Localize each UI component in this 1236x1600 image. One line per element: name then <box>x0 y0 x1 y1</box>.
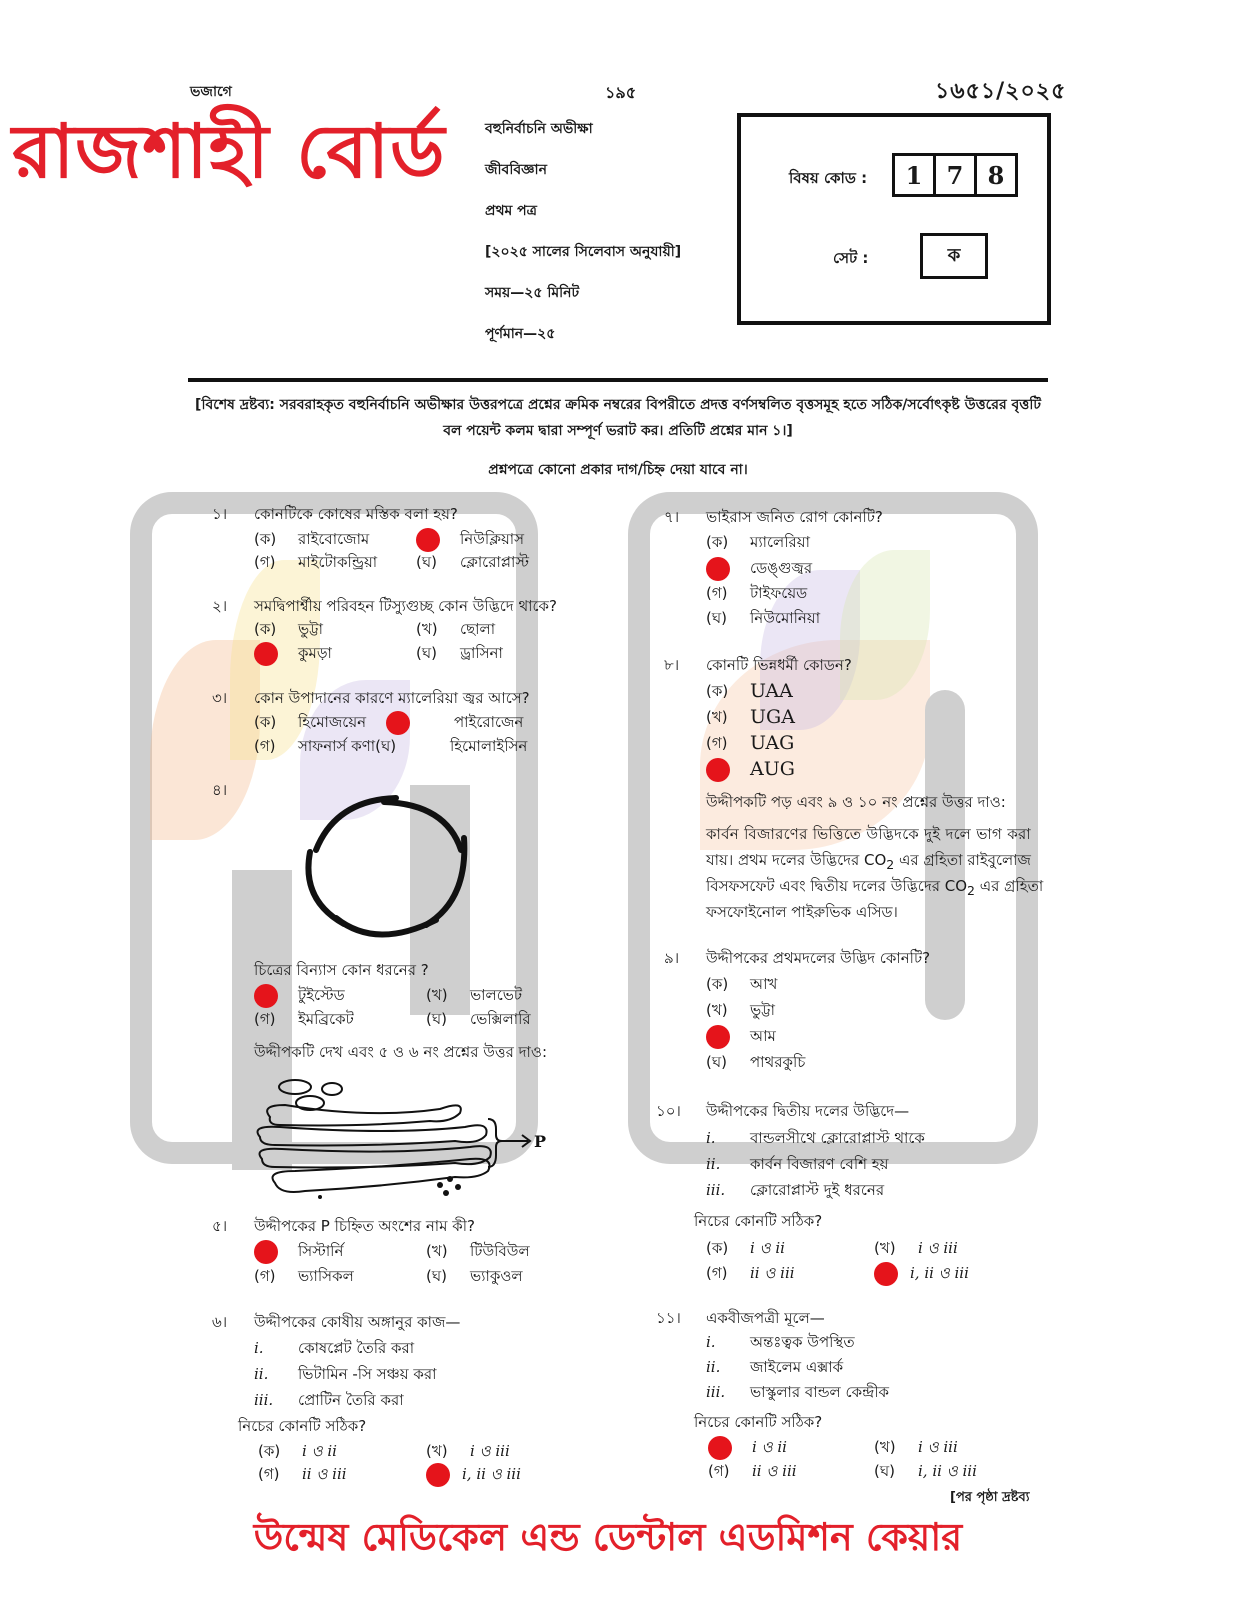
question-stem: ভাইরাস জনিত রোগ কোনটি? <box>706 508 883 526</box>
option-ka-marked[interactable]: সিস্টার্নি <box>254 1239 343 1264</box>
option-ka-marked[interactable]: i ও ii <box>708 1435 787 1460</box>
option-kha[interactable]: (খ) i ও iii <box>874 1239 958 1257</box>
header-top-left-note: ভজাগে <box>190 84 232 100</box>
option-ga[interactable]: (গ) মাইটোকন্ড্রিয়া <box>254 553 378 571</box>
option-kha[interactable]: (খ) i ও iii <box>426 1442 510 1460</box>
special-notice: [বিশেষ দ্রষ্টব্য: সরবরাহকৃত বহুনির্বাচনি অভীক্ষার উত্তরপত্রে প্রশ্নের ক্রমিক নম্বরের বিপরীতে প্রদত্ত বর্ণসম্বলিত বৃত্তসমূহ হতে সঠিক/সর্বোৎকৃষ্ট উত্তরের বৃত্তটি বল পয়েন্ট কলম দ্বারা সম্পূর্ণ ভরাট কর। প্রতিটি প্রশ্নের মান ১।] <box>195 397 1041 439</box>
question-number: ১১। <box>656 1309 681 1327</box>
option-ka[interactable]: (ক) UAA <box>706 680 793 702</box>
option-kha[interactable]: (খ) ছোলা <box>416 620 496 638</box>
question-stem: সমদ্বিপার্শ্বীয় পরিবহন টিস্যুগুচ্ছ কোন উদ্ভিদে থাকে? <box>254 597 557 615</box>
option-ga-marked[interactable]: আম <box>706 1024 776 1049</box>
filled-bubble-icon <box>386 711 410 735</box>
question-stem: চিত্রের বিন্যাস কোন ধরনের ? <box>254 961 429 979</box>
question-stem: একবীজপত্রী মূলে— <box>706 1309 825 1327</box>
question-number: ৮। <box>664 656 680 674</box>
aestivation-diagram-icon <box>296 790 476 940</box>
subject-name: জীববিজ্ঞান <box>485 162 547 178</box>
option-gha[interactable]: (ঘ) পাথরকুচি <box>706 1053 806 1071</box>
statement-iii: iii. প্রোটিন তৈরি করা <box>254 1391 404 1409</box>
golgi-apparatus-diagram-icon <box>250 1075 560 1205</box>
filled-bubble-icon <box>874 1262 898 1286</box>
question-number: ৪। <box>212 781 228 799</box>
question-stem: কোনটি ভিন্নধর্মী কোডন? <box>706 656 852 674</box>
option-kha-marked[interactable]: নিউক্লিয়াস <box>416 527 524 552</box>
option-ka[interactable]: (ক) রাইবোজোম <box>254 530 370 548</box>
option-gha-marked[interactable]: i, ii ও iii <box>426 1462 521 1487</box>
question-prompt: নিচের কোনটি সঠিক? <box>694 1212 823 1230</box>
page-number: ১৯৫ <box>605 83 637 102</box>
time-limit: সময়—২৫ মিনিট <box>485 285 580 301</box>
option-kha[interactable]: (খ) ভালভেট <box>426 986 523 1004</box>
option-gha-marked[interactable]: AUG <box>706 757 795 782</box>
option-ga[interactable]: (গ) ii ও iii <box>706 1264 795 1282</box>
option-ga[interactable]: (গ) ইমব্রিকেট <box>254 1010 354 1028</box>
option-ga-marked[interactable]: কুমড়া <box>254 641 332 666</box>
filled-bubble-icon <box>706 557 730 581</box>
option-ga[interactable]: (গ) সাফনার্স কণা (ঘ) <box>254 737 397 755</box>
question-stem: কোনটিকে কোষের মস্তিক বলা হয়? <box>254 505 458 523</box>
subject-code-digit: 7 <box>936 156 977 194</box>
filled-bubble-icon <box>426 1463 450 1487</box>
filled-bubble-icon <box>706 758 730 782</box>
question-stem: উদ্দীপকের P চিহ্নিত অংশের নাম কী? <box>254 1217 475 1235</box>
exam-code: ১৬৫১/২০২৫ <box>935 79 1067 104</box>
option-ka[interactable]: (ক) হিমোজয়েন <box>254 713 367 731</box>
question-stem: উদ্দীপকের দ্বিতীয় দলের উদ্ভিদে— <box>706 1102 910 1120</box>
option-gha[interactable]: হিমোলাইসিন <box>450 737 528 755</box>
question-stem: উদ্দীপকের প্রথমদলের উদ্ভিদ কোনটি? <box>706 949 931 967</box>
question-number: ১০। <box>656 1102 681 1120</box>
statement-ii: ii. কার্বন বিজারণ বেশি হয় <box>706 1155 889 1173</box>
set-value: ক <box>920 233 988 279</box>
question-number: ২। <box>212 597 228 615</box>
option-gha[interactable]: (ঘ) ভেক্সিলারি <box>426 1010 531 1028</box>
option-kha[interactable]: (খ) ভুট্টা <box>706 1001 775 1019</box>
question-number: ৯। <box>664 949 680 967</box>
option-gha-marked[interactable]: i, ii ও iii <box>874 1261 969 1286</box>
option-kha-marked[interactable]: ডেঙ্গুজ্বর <box>706 556 812 581</box>
stimulus-5-6: উদ্দীপকটি দেখ এবং ৫ ও ৬ নং প্রশ্নের উত্তর দাও: <box>254 1043 547 1061</box>
brand-footer: উন্মেষ মেডিকেল এন্ড ডেন্টাল এডমিশন কেয়ার <box>253 1514 963 1559</box>
subject-code-label: বিষয় কোড : <box>789 169 868 187</box>
question-stem: কোন উপাদানের কারণে ম্যালেরিয়া জ্বর আসে? <box>254 689 530 707</box>
filled-bubble-icon <box>254 984 278 1008</box>
syllabus-note: [২০২৫ সালের সিলেবাস অনুযায়ী] <box>485 244 682 260</box>
question-number: ৬। <box>212 1313 228 1331</box>
statement-i: i. অন্তঃত্বক উপস্থিত <box>706 1333 855 1351</box>
question-number: ৩। <box>212 689 228 707</box>
next-page-note: [পর পৃষ্ঠা দ্রষ্টব্য <box>950 1490 1030 1505</box>
option-gha[interactable]: (ঘ) ভ্যাকুওল <box>426 1267 523 1285</box>
statement-i: i. বান্ডলসীথে ক্লোরোপ্লাস্ট থাকে <box>706 1129 925 1147</box>
option-ga[interactable]: (গ) ii ও iii <box>708 1462 797 1480</box>
filled-bubble-icon <box>254 1240 278 1264</box>
subject-code-digit: 1 <box>895 156 936 194</box>
option-ka[interactable]: (ক) আখ <box>706 975 778 993</box>
option-ka[interactable]: (ক) i ও ii <box>258 1442 337 1460</box>
filled-bubble-icon <box>254 642 278 666</box>
option-ka[interactable]: (ক) ম্যালেরিয়া <box>706 533 810 551</box>
no-marks-warning: প্রশ্নপত্রে কোনো প্রকার দাগ/চিহ্ন দেয়া যাবে না। <box>488 462 748 478</box>
question-prompt: নিচের কোনটি সঠিক? <box>694 1413 823 1431</box>
option-ka-marked[interactable]: টুইস্টেড <box>254 983 345 1008</box>
subject-code-digit: 8 <box>987 160 1005 190</box>
option-kha[interactable]: (খ) i ও iii <box>874 1438 958 1456</box>
full-marks: পূর্ণমান—২৫ <box>485 326 556 342</box>
svg-text:P: P <box>534 1132 547 1151</box>
question-stem: উদ্দীপকের কোষীয় অঙ্গানুর কাজ— <box>254 1313 461 1331</box>
subject-code-box <box>737 113 1051 325</box>
paper-name: প্রথম পত্র <box>485 203 537 219</box>
exam-type: বহুনির্বাচনি অভীক্ষা <box>485 121 593 137</box>
filled-bubble-icon <box>416 528 440 552</box>
option-gha[interactable]: (ঘ) i, ii ও iii <box>874 1462 977 1480</box>
option-gha[interactable]: (ঘ) নিউমোনিয়া <box>706 609 821 627</box>
question-number: ১। <box>212 505 228 523</box>
option-kha[interactable]: (খ) টিউবিউল <box>426 1242 530 1260</box>
set-label: সেট : <box>833 249 869 267</box>
board-title: রাজশাহী বোর্ড <box>12 109 446 195</box>
question-number: ৫। <box>212 1217 228 1235</box>
option-ga[interactable]: (গ) ভ্যাসিকল <box>254 1267 354 1285</box>
option-kha-marked[interactable]: পাইরোজেন <box>386 710 523 735</box>
statement-ii: ii. ভিটামিন -সি সঞ্চয় করা <box>254 1365 437 1383</box>
exam-meta <box>485 122 681 368</box>
option-ka[interactable]: (ক) i ও ii <box>706 1239 785 1257</box>
statement-ii: ii. জাইলেম এক্সার্ক <box>706 1358 844 1376</box>
filled-bubble-icon <box>708 1436 732 1460</box>
statement-iii: iii. ভাস্কুলার বান্ডল কেন্দ্রীক <box>706 1383 889 1401</box>
option-gha[interactable]: (ঘ) ক্লোরোপ্লাস্ট <box>416 553 530 571</box>
question-prompt: নিচের কোনটি সঠিক? <box>238 1417 367 1435</box>
subject-code-digits <box>892 153 1018 197</box>
option-kha[interactable]: (খ) UGA <box>706 706 795 728</box>
option-ga[interactable]: (গ) ii ও iii <box>258 1465 347 1483</box>
statement-iii: iii. ক্লোরোপ্লাস্ট দুই ধরনের <box>706 1181 885 1199</box>
statement-i: i. কোষপ্লেট তৈরি করা <box>254 1339 415 1357</box>
option-ga[interactable]: (গ) UAG <box>706 732 795 754</box>
option-ga[interactable]: (গ) টাইফয়েড <box>706 584 808 602</box>
header-divider <box>188 378 1048 382</box>
question-number: ৭। <box>664 508 680 526</box>
option-gha[interactable]: (ঘ) ড্রাসিনা <box>416 644 503 662</box>
option-ka[interactable]: (ক) ভুট্টা <box>254 620 323 638</box>
filled-bubble-icon <box>706 1025 730 1049</box>
